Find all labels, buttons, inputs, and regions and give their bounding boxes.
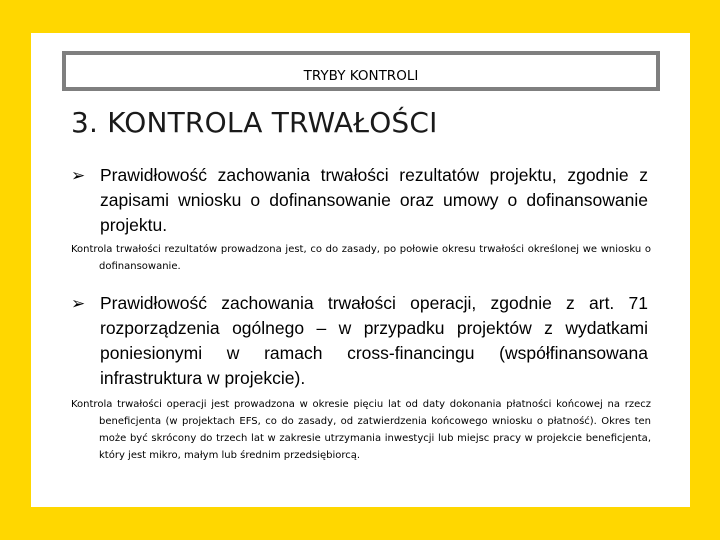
- header-box: [62, 51, 660, 91]
- bullet-item: [71, 163, 648, 238]
- note-paragraph: Kontrola trwałości operacji jest prowadzona w okresie pięciu lat od daty dokonania płatności końcowej na rzecz beneficjenta (w projektach EFS, co do zasady, od zatwierdzenia końcowego wniosku o płatność). Okres ten może być skrócony do trzech lat w zakresie utrzymania inwestycji lub miejsc pracy w projekcie beneficjenta, który jest mikro, małym lub średnim przedsiębiorcą.: [71, 399, 651, 461]
- page-title: 3. KONTROLA TRWAŁOŚCI: [71, 106, 438, 139]
- arrow-bullet-icon: ➢: [71, 294, 86, 313]
- arrow-bullet-icon: ➢: [71, 166, 86, 185]
- bullet-text: Prawidłowość zachowania trwałości operacji, zgodnie z art. 71 rozporządzenia ogólnego – w przypadku projektów z wydatkami poniesionymi w ramach cross-financingu (współfinansowana infrastruktura w projekcie).: [100, 293, 648, 388]
- bullet-text: Prawidłowość zachowania trwałości rezultatów projektu, zgodnie z zapisami wniosku o dofinansowanie oraz umowy o dofinansowanie projektu.: [100, 165, 648, 235]
- note-text: [71, 396, 651, 464]
- slide: [31, 33, 690, 507]
- header-label: TRYBY KONTROLI: [303, 68, 419, 84]
- bullet-item: [71, 291, 648, 391]
- note-paragraph: Kontrola trwałości rezultatów prowadzona jest, co do zasady, po połowie okresu trwałości określonej we wniosku o dofinansowanie.: [71, 244, 651, 272]
- note-text: [71, 241, 651, 275]
